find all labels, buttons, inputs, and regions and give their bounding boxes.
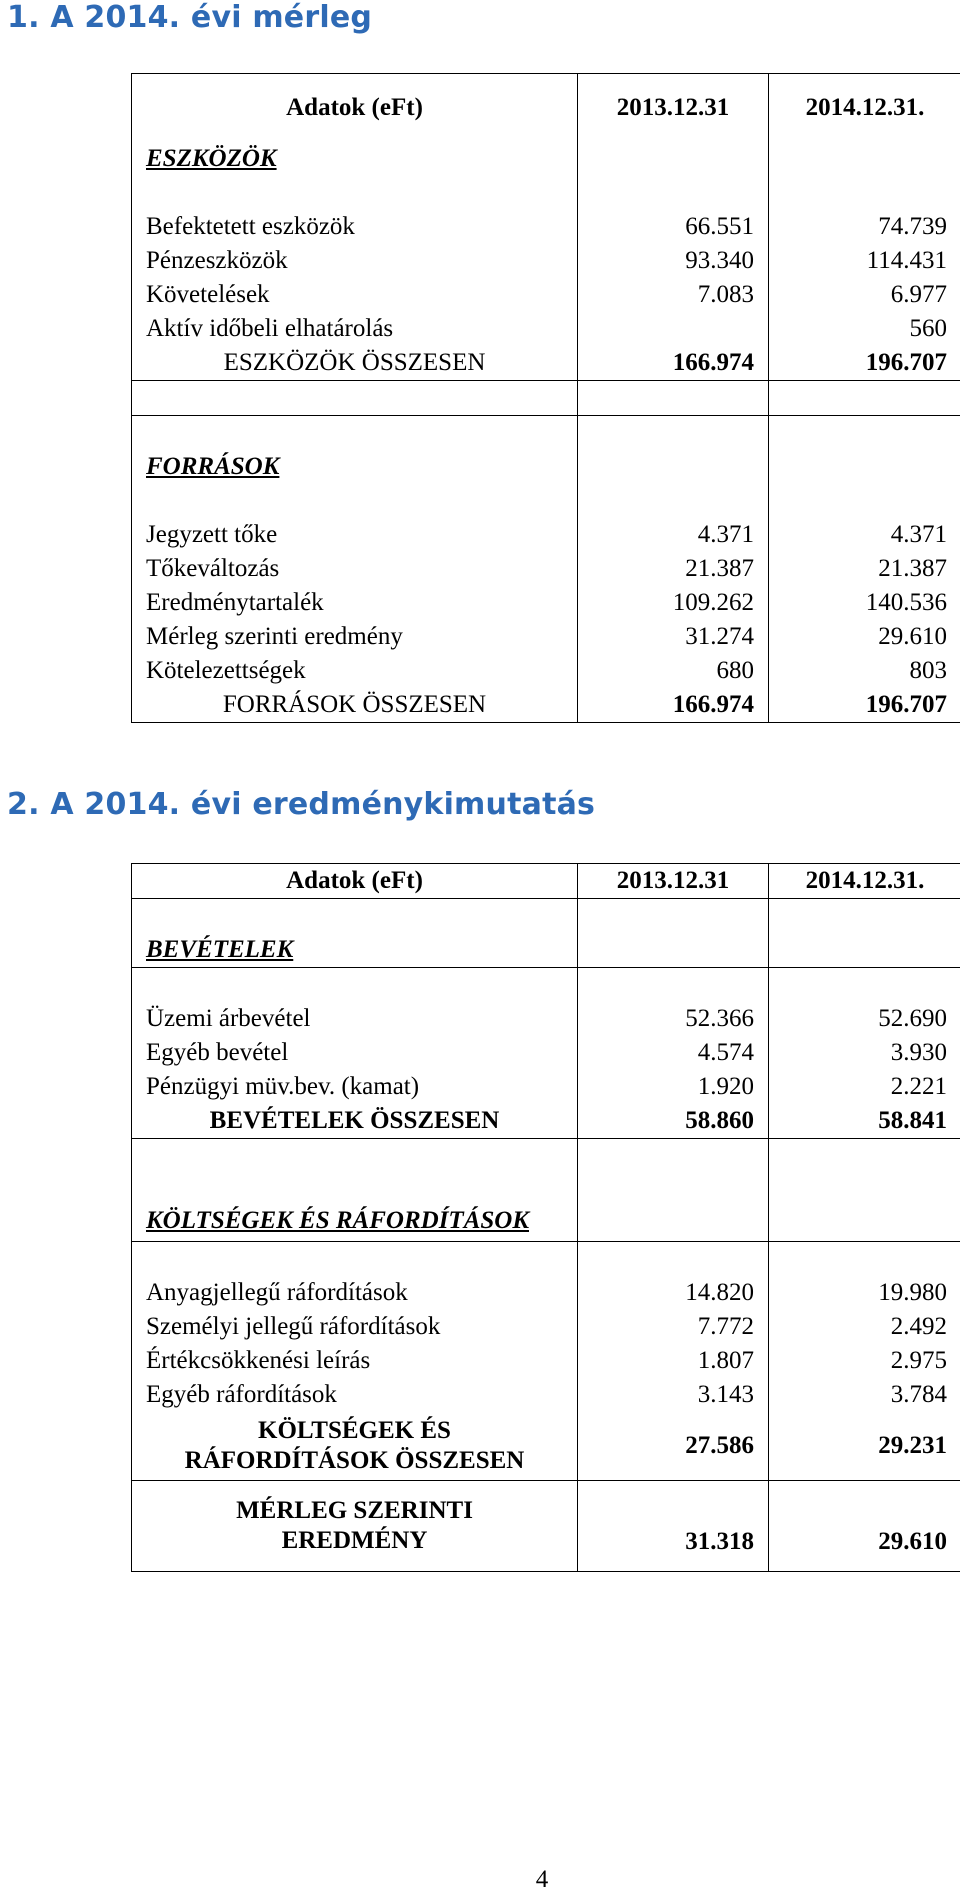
table-row: [132, 1002, 960, 1036]
value-2013: 7.772: [578, 1310, 769, 1344]
value-2013: 109.262: [578, 586, 769, 620]
row-label: Eredménytartalék: [132, 586, 578, 620]
header-2014: 2014.12.31.: [769, 864, 960, 899]
table-row: [132, 1070, 960, 1104]
revenue-total-label: BEVÉTELEK ÖSSZESEN: [132, 1104, 578, 1139]
table-row: [132, 244, 960, 278]
table-row: [132, 312, 960, 346]
value-2013: 3.143: [578, 1378, 769, 1412]
table-header-row: [132, 74, 960, 143]
header-2013: 2013.12.31: [578, 864, 769, 899]
costs-total-label: KÖLTSÉGEK ÉS RÁFORDÍTÁSOK ÖSSZESEN: [132, 1412, 578, 1481]
row-label: Kötelezettségek: [132, 654, 578, 688]
table-row: [132, 1310, 960, 1344]
value-2014: 29.610: [769, 620, 960, 654]
row-label: Mérleg szerinti eredmény: [132, 620, 578, 654]
value-2014: 74.739: [769, 210, 960, 244]
value-2013: 14.820: [578, 1276, 769, 1310]
value-2014: 19.980: [769, 1276, 960, 1310]
value-2014: 2.492: [769, 1310, 960, 1344]
row-label: Aktív időbeli elhatárolás: [132, 312, 578, 346]
table-row: [132, 518, 960, 552]
row-label: Tőkeváltozás: [132, 552, 578, 586]
row-label: Anyagjellegű ráfordítások: [132, 1276, 578, 1310]
row-label: Üzemi árbevétel: [132, 1002, 578, 1036]
assets-section-title: ESZKÖZÖK: [132, 142, 578, 176]
table-row: [132, 620, 960, 654]
value-2014: 6.977: [769, 278, 960, 312]
income-statement-table: [131, 863, 960, 1572]
total-row: [132, 1412, 960, 1481]
table-header-row: [132, 864, 960, 899]
assets-total-2013: 166.974: [578, 346, 769, 381]
row-label: Személyi jellegű ráfordítások: [132, 1310, 578, 1344]
table-row: [132, 1378, 960, 1412]
value-2014: 52.690: [769, 1002, 960, 1036]
value-2014: 4.371: [769, 518, 960, 552]
row-label: Befektetett eszközök: [132, 210, 578, 244]
total-row: [132, 688, 960, 723]
value-2013: 4.574: [578, 1036, 769, 1070]
value-2014: 2.975: [769, 1344, 960, 1378]
costs-total-2014: 29.231: [769, 1412, 960, 1481]
result-2013: 31.318: [578, 1481, 769, 1572]
value-2013: [578, 312, 769, 346]
value-2013: 66.551: [578, 210, 769, 244]
costs-section-title: KÖLTSÉGEK ÉS RÁFORDÍTÁSOK: [132, 1139, 578, 1242]
header-2014: 2014.12.31.: [769, 74, 960, 143]
section-row: [132, 142, 960, 176]
value-2014: 560: [769, 312, 960, 346]
assets-total-2014: 196.707: [769, 346, 960, 381]
value-2014: 3.784: [769, 1378, 960, 1412]
table-row: [132, 654, 960, 688]
balance-sheet-heading: 1. A 2014. évi mérleg: [7, 0, 373, 35]
value-2013: 31.274: [578, 620, 769, 654]
table-row: [132, 210, 960, 244]
total-row: [132, 346, 960, 381]
value-2014: 2.221: [769, 1070, 960, 1104]
costs-total-2013: 27.586: [578, 1412, 769, 1481]
value-2013: 680: [578, 654, 769, 688]
value-2013: 7.083: [578, 278, 769, 312]
sources-total-2014: 196.707: [769, 688, 960, 723]
balance-sheet-table: [131, 73, 960, 723]
result-label: MÉRLEG SZERINTI EREDMÉNY: [132, 1481, 578, 1572]
assets-total-label: ESZKÖZÖK ÖSSZESEN: [132, 346, 578, 381]
revenue-total-2014: 58.841: [769, 1104, 960, 1139]
table-row: [132, 586, 960, 620]
value-2014: 3.930: [769, 1036, 960, 1070]
row-label: Egyéb ráfordítások: [132, 1378, 578, 1412]
header-label: Adatok (eFt): [132, 864, 578, 899]
table-row: [132, 278, 960, 312]
value-2014: 803: [769, 654, 960, 688]
row-label: Jegyzett tőke: [132, 518, 578, 552]
sources-total-2013: 166.974: [578, 688, 769, 723]
value-2014: 114.431: [769, 244, 960, 278]
table-row: [132, 1036, 960, 1070]
header-label: Adatok (eFt): [132, 74, 578, 143]
value-2013: 4.371: [578, 518, 769, 552]
sources-section-title: FORRÁSOK: [132, 450, 578, 484]
section-row: [132, 899, 960, 968]
row-label: Pénzeszközök: [132, 244, 578, 278]
revenue-section-title: BEVÉTELEK: [132, 899, 578, 968]
value-2013: 1.807: [578, 1344, 769, 1378]
value-2013: 52.366: [578, 1002, 769, 1036]
page-number: 4: [535, 1866, 549, 1893]
row-label: Követelések: [132, 278, 578, 312]
row-label: Pénzügyi müv.bev. (kamat): [132, 1070, 578, 1104]
value-2013: 21.387: [578, 552, 769, 586]
value-2013: 1.920: [578, 1070, 769, 1104]
table-row: [132, 1344, 960, 1378]
result-2014: 29.610: [769, 1481, 960, 1572]
value-2014: 21.387: [769, 552, 960, 586]
section-row: [132, 1139, 960, 1242]
result-row: [132, 1481, 960, 1572]
total-row: [132, 1104, 960, 1139]
row-label: Értékcsökkenési leírás: [132, 1344, 578, 1378]
sources-total-label: FORRÁSOK ÖSSZESEN: [132, 688, 578, 723]
row-label: Egyéb bevétel: [132, 1036, 578, 1070]
section-row: [132, 450, 960, 484]
value-2013: 93.340: [578, 244, 769, 278]
revenue-total-2013: 58.860: [578, 1104, 769, 1139]
income-statement-heading: 2. A 2014. évi eredménykimutatás: [7, 787, 596, 822]
table-row: [132, 1276, 960, 1310]
table-row: [132, 552, 960, 586]
header-2013: 2013.12.31: [578, 74, 769, 143]
value-2014: 140.536: [769, 586, 960, 620]
